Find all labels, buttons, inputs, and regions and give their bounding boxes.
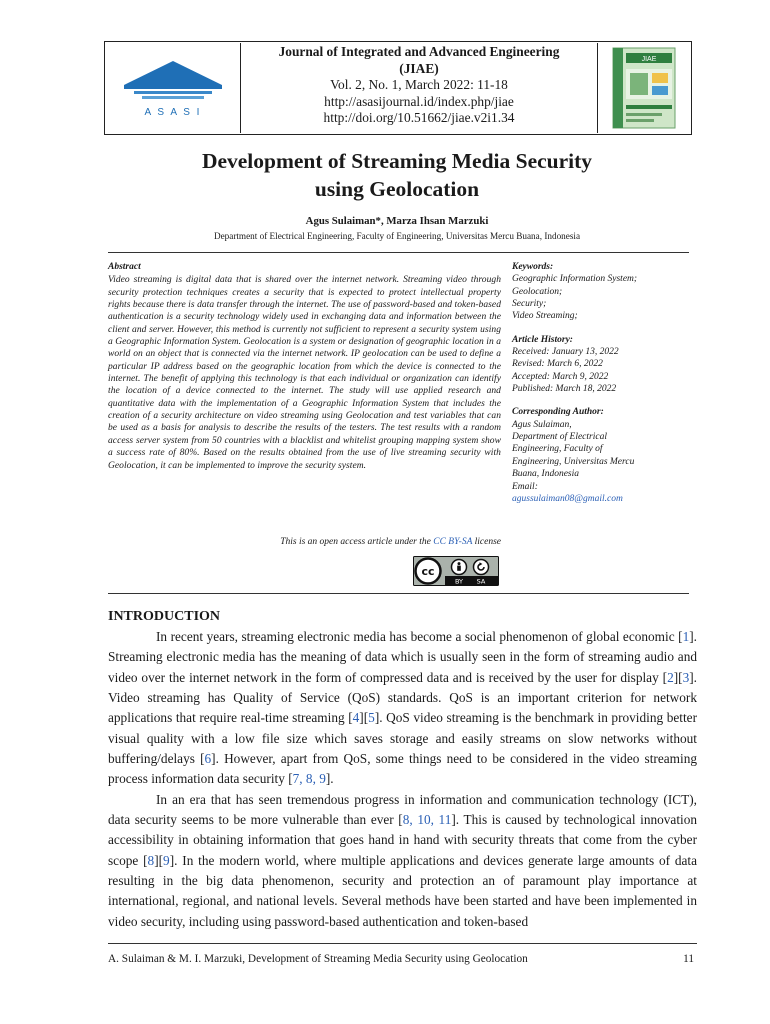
corresponding-heading: Corresponding Author:: [512, 407, 604, 418]
doi-link[interactable]: http://doi.org/10.51662/jiae.v2i1.34: [323, 110, 515, 126]
journal-name: Journal of Integrated and Advanced Engineering: [278, 44, 560, 59]
divider-top: [108, 252, 689, 253]
affiliation: Department of Electrical Engineering, Faculty of Engineering, Universitas Mercu Buana, Indonesia: [213, 231, 581, 241]
asasi-logo: [106, 43, 241, 133]
citation-link[interactable]: 3: [682, 669, 690, 685]
divider-bottom: [108, 593, 689, 594]
citation-link[interactable]: 9: [163, 852, 170, 868]
section-heading-introduction: INTRODUCTION: [108, 609, 221, 624]
citation-link[interactable]: 8: [147, 852, 155, 868]
journal-cover-image: [597, 43, 690, 133]
license-statement: This is an open access article under the CC BY-SA license: [280, 537, 501, 547]
footer-citation: A. Sulaiman & M. I. Marzuki, Development of Streaming Media Security using Geolocation: [108, 953, 528, 965]
corresponding-line: Engineering, Universitas Mercu: [512, 456, 635, 467]
history-heading: Article History:: [512, 334, 573, 345]
paper-title: Development of Streaming Media Security using Geolocation: [201, 149, 593, 201]
corresponding-line: Buana, Indonesia: [512, 469, 580, 480]
introduction-body: [108, 627, 697, 932]
journal-url-link[interactable]: http://asasijournal.id/index.php/jiae: [324, 93, 514, 109]
authors: Agus Sulaiman*, Marza Ihsan Marzuki: [305, 215, 489, 227]
citation-link[interactable]: 7, 8, 9: [292, 771, 326, 787]
keyword-item: Security;: [512, 299, 547, 310]
journal-volume: Vol. 2, No. 1, March 2022: 11-18: [330, 77, 508, 93]
cc-by-sa-badge[interactable]: [413, 556, 499, 586]
abstract-text: Video streaming is digital data that is shared over the internet network. Streaming video through security protection techniques creates a security that is expected to protect intellectual property rights because there is data transfer through the internet. The use of password-based and token-based authentication is a security technology widely used in exchanging data and information between the client and server. However, this method is currently not sufficient to represent a security system using a Geographic Information System. Geolocation is a system or designation of geographic location in a world on an object that is connected via the internet network. IP geolocation can be used to define a particular IP address based on the geographic location from which the device is connected to the internet. The benefit of applying this technology is that each individual or organization can identify the location of a device connected to the internet. The study will use applied research and quantitative data with the implementation of a Geographic Information System that includes the creation of a security architecture on video streaming using Geolocation and test variables that can be used as a basis for analysis to describe the results of the testers. The test results with a random access server system from 50 countries with a blacklist and whitelist grouping mapping system show a success rate of 80%. Based on the results obtained from the use of live streaming security with Geolocation, it can be implemented to improve the security system.: [108, 275, 501, 471]
abstract-section: [108, 261, 501, 472]
paragraph: In an era that has seen tremendous progress in information and communication technology (ICT), data security seems to be more vulnerable than ever [8, 10, 11]. This is caused by technological innovation accessibility in obtaining information that goes hand in hand with security threats that come from the cyber scope [8][9]. In the modern world, where multiple applications and devices generate large amounts of data resulting in the big data phenomenon, security and protection an of paramount play importance at international, regional, and national levels. Several methods have been started and have been implemented in video security, including using password-based authentication and token-based: [108, 791, 697, 929]
svg-text:BY: BY: [454, 577, 464, 586]
citation-link[interactable]: 8, 10, 11: [402, 812, 452, 828]
published-date: Published: March 18, 2022: [512, 384, 617, 395]
page-number: 11: [683, 953, 694, 965]
paragraph: In recent years, streaming electronic media has become a social phenomenon of global economic [1]. Streaming electronic media has the meaning of data which is usually seen in the form of streaming audio and video over the internet network in the form of compressed data and is received by the user for display [2][3]. Video streaming has Quality of Service (QoS) standards. QoS is an important criterion for network applications that require real-time streaming [4][5]. QoS video streaming is the benchmark in providing better visual quality with a low file size which saves storage and easily streams on slow networks without buffering/delays [6]. However, apart from QoS, some things need to be considered in the video streaming process information data security [7, 8, 9].: [108, 629, 697, 787]
footer-divider: [108, 943, 697, 944]
cc-by-sa-link[interactable]: CC BY-SA: [433, 537, 473, 547]
journal-cover-graphic: [612, 47, 676, 129]
corresponding-line: Agus Sulaiman,: [512, 419, 572, 430]
journal-header: [104, 41, 692, 135]
citation-link[interactable]: 2: [667, 669, 674, 685]
corresponding-line: Email:: [512, 481, 538, 492]
citation-link[interactable]: 6: [204, 751, 212, 767]
keyword-item: Geolocation;: [512, 286, 563, 297]
citation-link[interactable]: 1: [682, 629, 690, 644]
asasi-logo-text: A S A S I: [144, 107, 202, 118]
keywords-heading: Keywords:: [512, 262, 554, 272]
svg-text:cc: cc: [421, 565, 435, 578]
svg-text:SA: SA: [476, 577, 486, 586]
abstract-heading: Abstract: [108, 262, 141, 272]
citation-link[interactable]: 4: [352, 710, 360, 726]
corresponding-line: Department of Electrical: [512, 432, 607, 443]
accepted-date: Accepted: March 9, 2022: [512, 371, 609, 382]
share-alike-icon: [474, 560, 489, 575]
cover-label: JIAE: [641, 56, 657, 63]
author-email-link[interactable]: agussulaiman08@gmail.com: [512, 493, 623, 504]
corresponding-line: Engineering, Faculty of: [512, 444, 603, 455]
keyword-item: Geographic Information System;: [512, 274, 638, 285]
journal-abbrev: (JIAE): [399, 60, 439, 76]
received-date: Received: January 13, 2022: [512, 347, 619, 358]
asasi-logo-graphic: [114, 51, 232, 125]
article-info-column: [512, 261, 690, 505]
citation-link[interactable]: 5: [368, 710, 375, 726]
revised-date: Revised: March 6, 2022: [512, 359, 603, 370]
keyword-item: Video Streaming;: [512, 311, 578, 322]
